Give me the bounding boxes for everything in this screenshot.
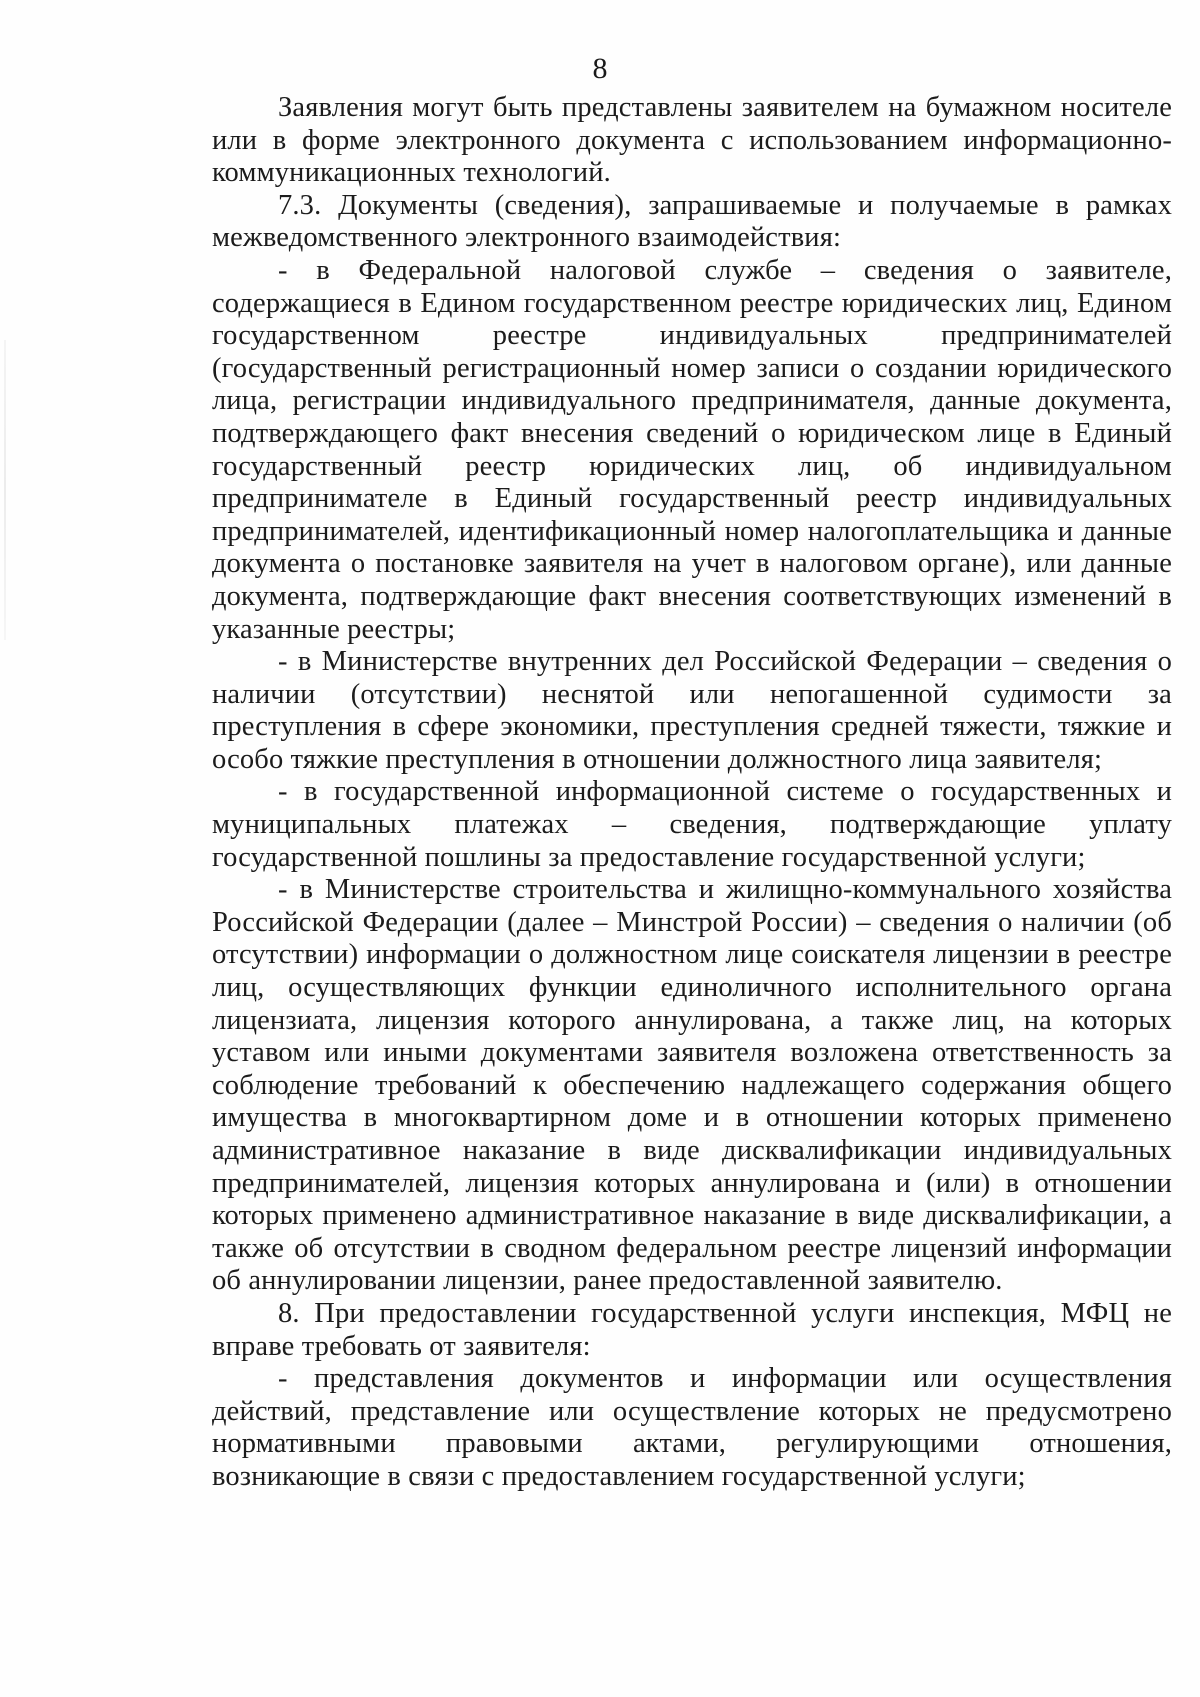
page-number: 8 (592, 52, 608, 85)
paragraph-8-prohibited-requirements: 8. При предоставлении государственной услуги инспекция, МФЦ не вправе требовать от заявителя: (212, 1297, 1172, 1362)
bullet-state-payments-system: - в государственной информационной системе о государственных и муниципальных платежах – сведения, подтверждающие уплату государственной пошлины за предоставление государственной услуги; (212, 776, 1172, 873)
paragraph-7-3-interagency-documents: 7.3. Документы (сведения), запрашиваемые и получаемые в рамках межведомственного электронного взаимодействия: (212, 189, 1172, 254)
paragraph-application-forms: Заявления могут быть представлены заявителем на бумажном носителе или в форме электронного документа с использованием информационно-коммуникационных технологий. (212, 92, 1172, 189)
scan-edge-mark (4, 340, 6, 640)
bullet-minstroy: - в Министерстве строительства и жилищно-коммунального хозяйства Российской Федерации (далее – Минстрой России) – сведения о наличии (об отсутствии) информации о должностном лице соискателя лицензии в реестре лиц, осуществляющих функции единоличного исполнительного органа лицензиата, лицензия которого аннулирована, а также лиц, на которых уставом или иными документами заявителя возложена ответственность за соблюдение требований к обеспечению надлежащего содержания общего имущества в многоквартирном доме и в отношении которых применено административное наказание в виде дисквалификации индивидуальных предпринимателей, лицензия которых аннулирована и (или) в отношении которых применено административное наказание в виде дисквалификации, а также об отсутствии в сводном федеральном реестре лицензий информации об аннулировании лицензии, ранее предоставленной заявителю. (212, 874, 1172, 1297)
bullet-ministry-internal-affairs: - в Министерстве внутренних дел Российской Федерации – сведения о наличии (отсутствии) неснятой или непогашенной судимости за преступления в сфере экономики, преступления средней тяжести, тяжкие и особо тяжкие преступления в отношении должностного лица заявителя; (212, 646, 1172, 775)
document-body (212, 92, 1172, 1494)
bullet-documents-not-required: - представления документов и информации или осуществления действий, представление или осуществление которых не предусмотрено нормативными правовыми актами, регулирующими отношения, возникающие в связи с предоставлением государственной услуги; (212, 1363, 1172, 1492)
bullet-federal-tax-service: - в Федеральной налоговой службе – сведения о заявителе, содержащиеся в Едином государственном реестре юридических лиц, Едином государственном реестре индивидуальных предпринимателей (государственный регистрационный номер записи о создании юридического лица, регистрации индивидуального предпринимателя, данные документа, подтверждающего факт внесения сведений о юридическом лице в Единый государственный реестр юридических лиц, об индивидуальном предпринимателе в Единый государственный реестр индивидуальных предпринимателей, идентификационный номер налогоплательщика и данные документа о постановке заявителя на учет в налоговом органе), или данные документа, подтверждающие факт внесения соответствующих изменений в указанные реестры; (212, 254, 1172, 645)
